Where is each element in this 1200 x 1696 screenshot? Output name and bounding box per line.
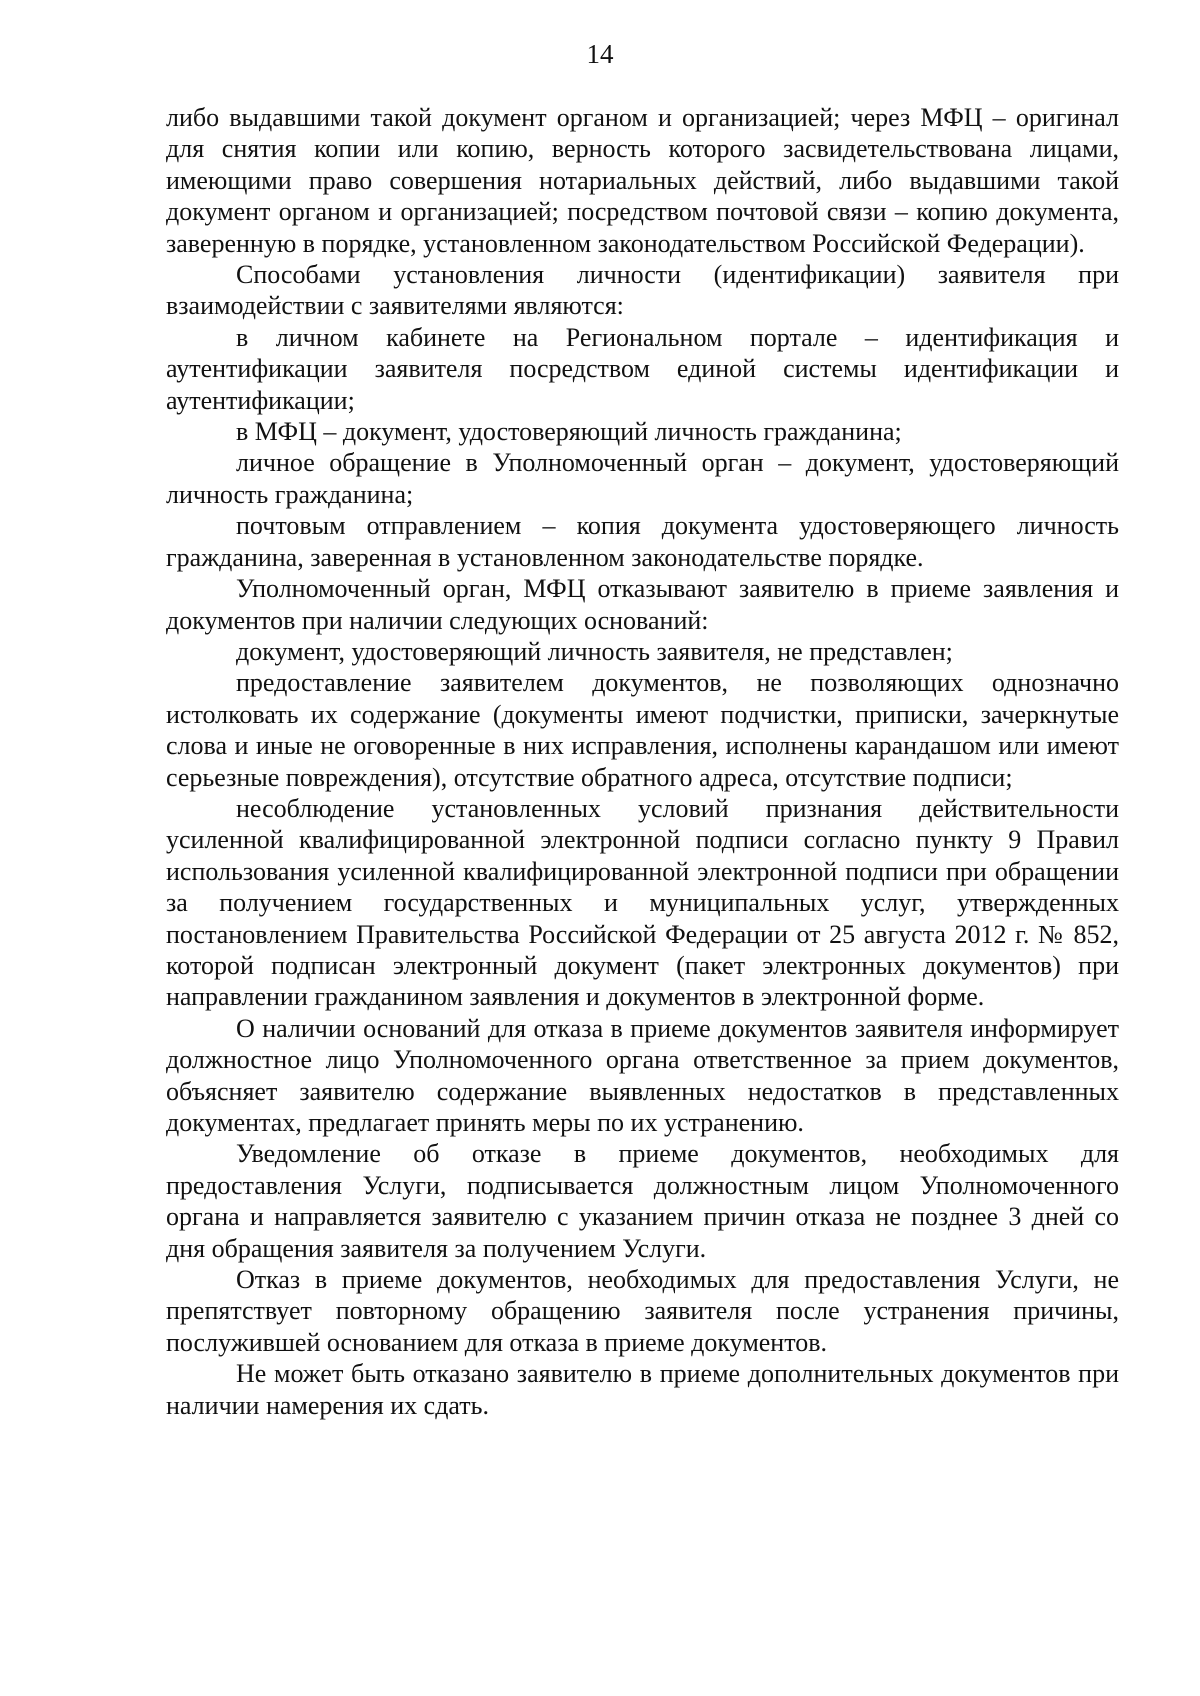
paragraph: предоставление заявителем документов, не позволяющих однозначно истолковать их содержание (документы имеют подчистки, приписки, зачеркнутые слова и иные не оговоренные в них исправления, исполнены карандашом или имеют серьезные повреждения), отсутствие обратного адреса, отсутствие подписи; xyxy=(166,668,1119,792)
paragraph: Способами установления личности (идентификации) заявителя при взаимодействии с заявителями являются: xyxy=(166,260,1119,321)
paragraph: документ, удостоверяющий личность заявителя, не представлен; xyxy=(236,636,953,666)
paragraph: почтовым отправлением – копия документа удостоверяющего личность гражданина, заверенная в установленном законодательстве порядке. xyxy=(166,511,1119,572)
paragraph: либо выдавшими такой документ органом и организацией; через МФЦ – оригинал для снятия копии или копию, верность которого засвидетельствована лицами, имеющими право совершения нотариальных действий, либо выдавшими такой документ органом и организацией; посредством почтовой связи – копию документа, заверенную в порядке, установленном законодательством Российской Федерации). xyxy=(166,103,1119,258)
paragraph: в личном кабинете на Региональном портале – идентификация и аутентификации заявителя посредством единой системы идентификации и аутентификации; xyxy=(166,322,1119,415)
page-number: 14 xyxy=(586,39,614,69)
paragraph: Отказ в приеме документов, необходимых для предоставления Услуги, не препятствует повторному обращению заявителя после устранения причины, послужившей основанием для отказа в приеме документов. xyxy=(166,1265,1119,1357)
paragraph: Не может быть отказано заявителю в приеме дополнительных документов при наличии намерения их сдать. xyxy=(166,1359,1119,1420)
paragraph: О наличии оснований для отказа в приеме документов заявителя информирует должностное лицо Уполномоченного органа ответственное за прием документов, объясняет заявителю содержание выявленных недостатков в представленных документах, предлагает принять меры по их устранению. xyxy=(166,1013,1119,1137)
paragraph: Уведомление об отказе в приеме документов, необходимых для предоставления Услуги, подписывается должностным лицом Уполномоченного органа и направляется заявителю с указанием причин отказа не позднее 3 дней со дня обращения заявителя за получением Услуги. xyxy=(166,1139,1119,1263)
paragraph: в МФЦ – документ, удостоверяющий личность гражданина; xyxy=(236,417,902,447)
paragraph: несоблюдение установленных условий признания действительности усиленной квалифицированной электронной подписи согласно пункту 9 Правил использования усиленной квалифицированной электронной подписи при обращении за получением государственных и муниципальных услуг, утвержденных постановлением Правительства Российской Федерации от 25 августа 2012 г. № 852, которой подписан электронный документ (пакет электронных документов) при направлении гражданином заявления и документов в электронной форме. xyxy=(166,793,1119,1012)
paragraph: личное обращение в Уполномоченный орган – документ, удостоверяющий личность гражданина; xyxy=(166,448,1119,509)
document-body xyxy=(166,102,1119,1421)
paragraph: Уполномоченный орган, МФЦ отказывают заявителю в приеме заявления и документов при наличии следующих оснований: xyxy=(166,574,1119,635)
